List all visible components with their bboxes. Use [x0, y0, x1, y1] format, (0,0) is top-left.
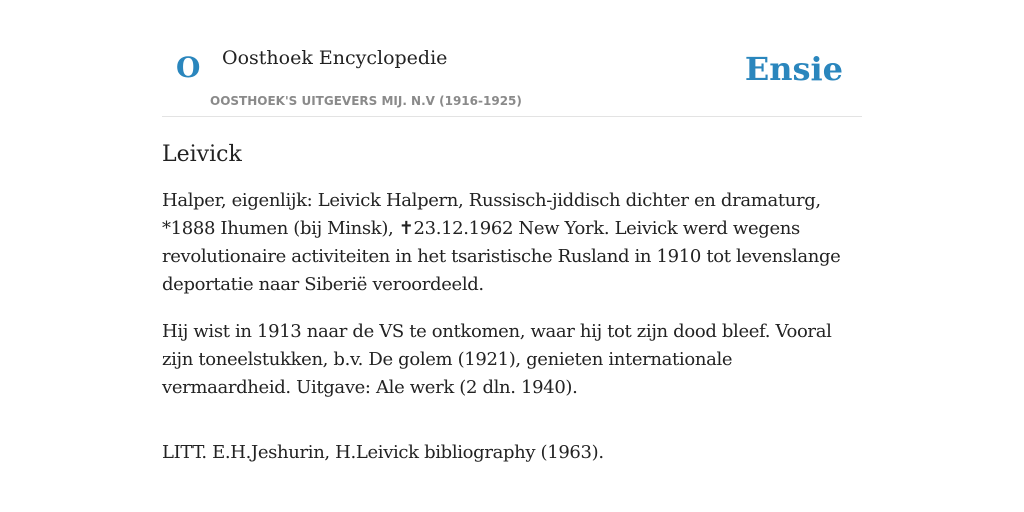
- entry-title: Leivick: [162, 142, 242, 167]
- ensie-brand-link[interactable]: Ensie: [744, 50, 843, 88]
- entry-content: [162, 138, 862, 486]
- publisher-label: OOSTHOEK'S UITGEVERS MIJ. N.V (1916-1925): [210, 94, 522, 108]
- site-header: [162, 0, 862, 117]
- entry-paragraph: Halper, eigenlijk: Leivick Halpern, Russisch-jiddisch dichter en dramaturg, *1888 Ihumen (bij Minsk), ✝23.12.1962 New York. Leivick werd wegens revolutionaire activiteiten in het tsaristische Rusland in 1910 tot levenslange deportatie naar Siberië veroordeeld.: [162, 190, 841, 295]
- literature-reference: LITT. E.H.Jeshurin, H.Leivick bibliography (1963).: [162, 442, 604, 463]
- entry-paragraph: Hij wist in 1913 naar de VS te ontkomen, waar hij tot zijn dood bleef. Vooral zijn toneelstukken, b.v. De golem (1921), genieten internationale vermaardheid. Uitgave: Ale werk (2 dln. 1940).: [162, 321, 832, 398]
- encyclopedia-logo[interactable]: O: [176, 51, 201, 84]
- encyclopedia-title[interactable]: Oosthoek Encyclopedie: [222, 47, 448, 69]
